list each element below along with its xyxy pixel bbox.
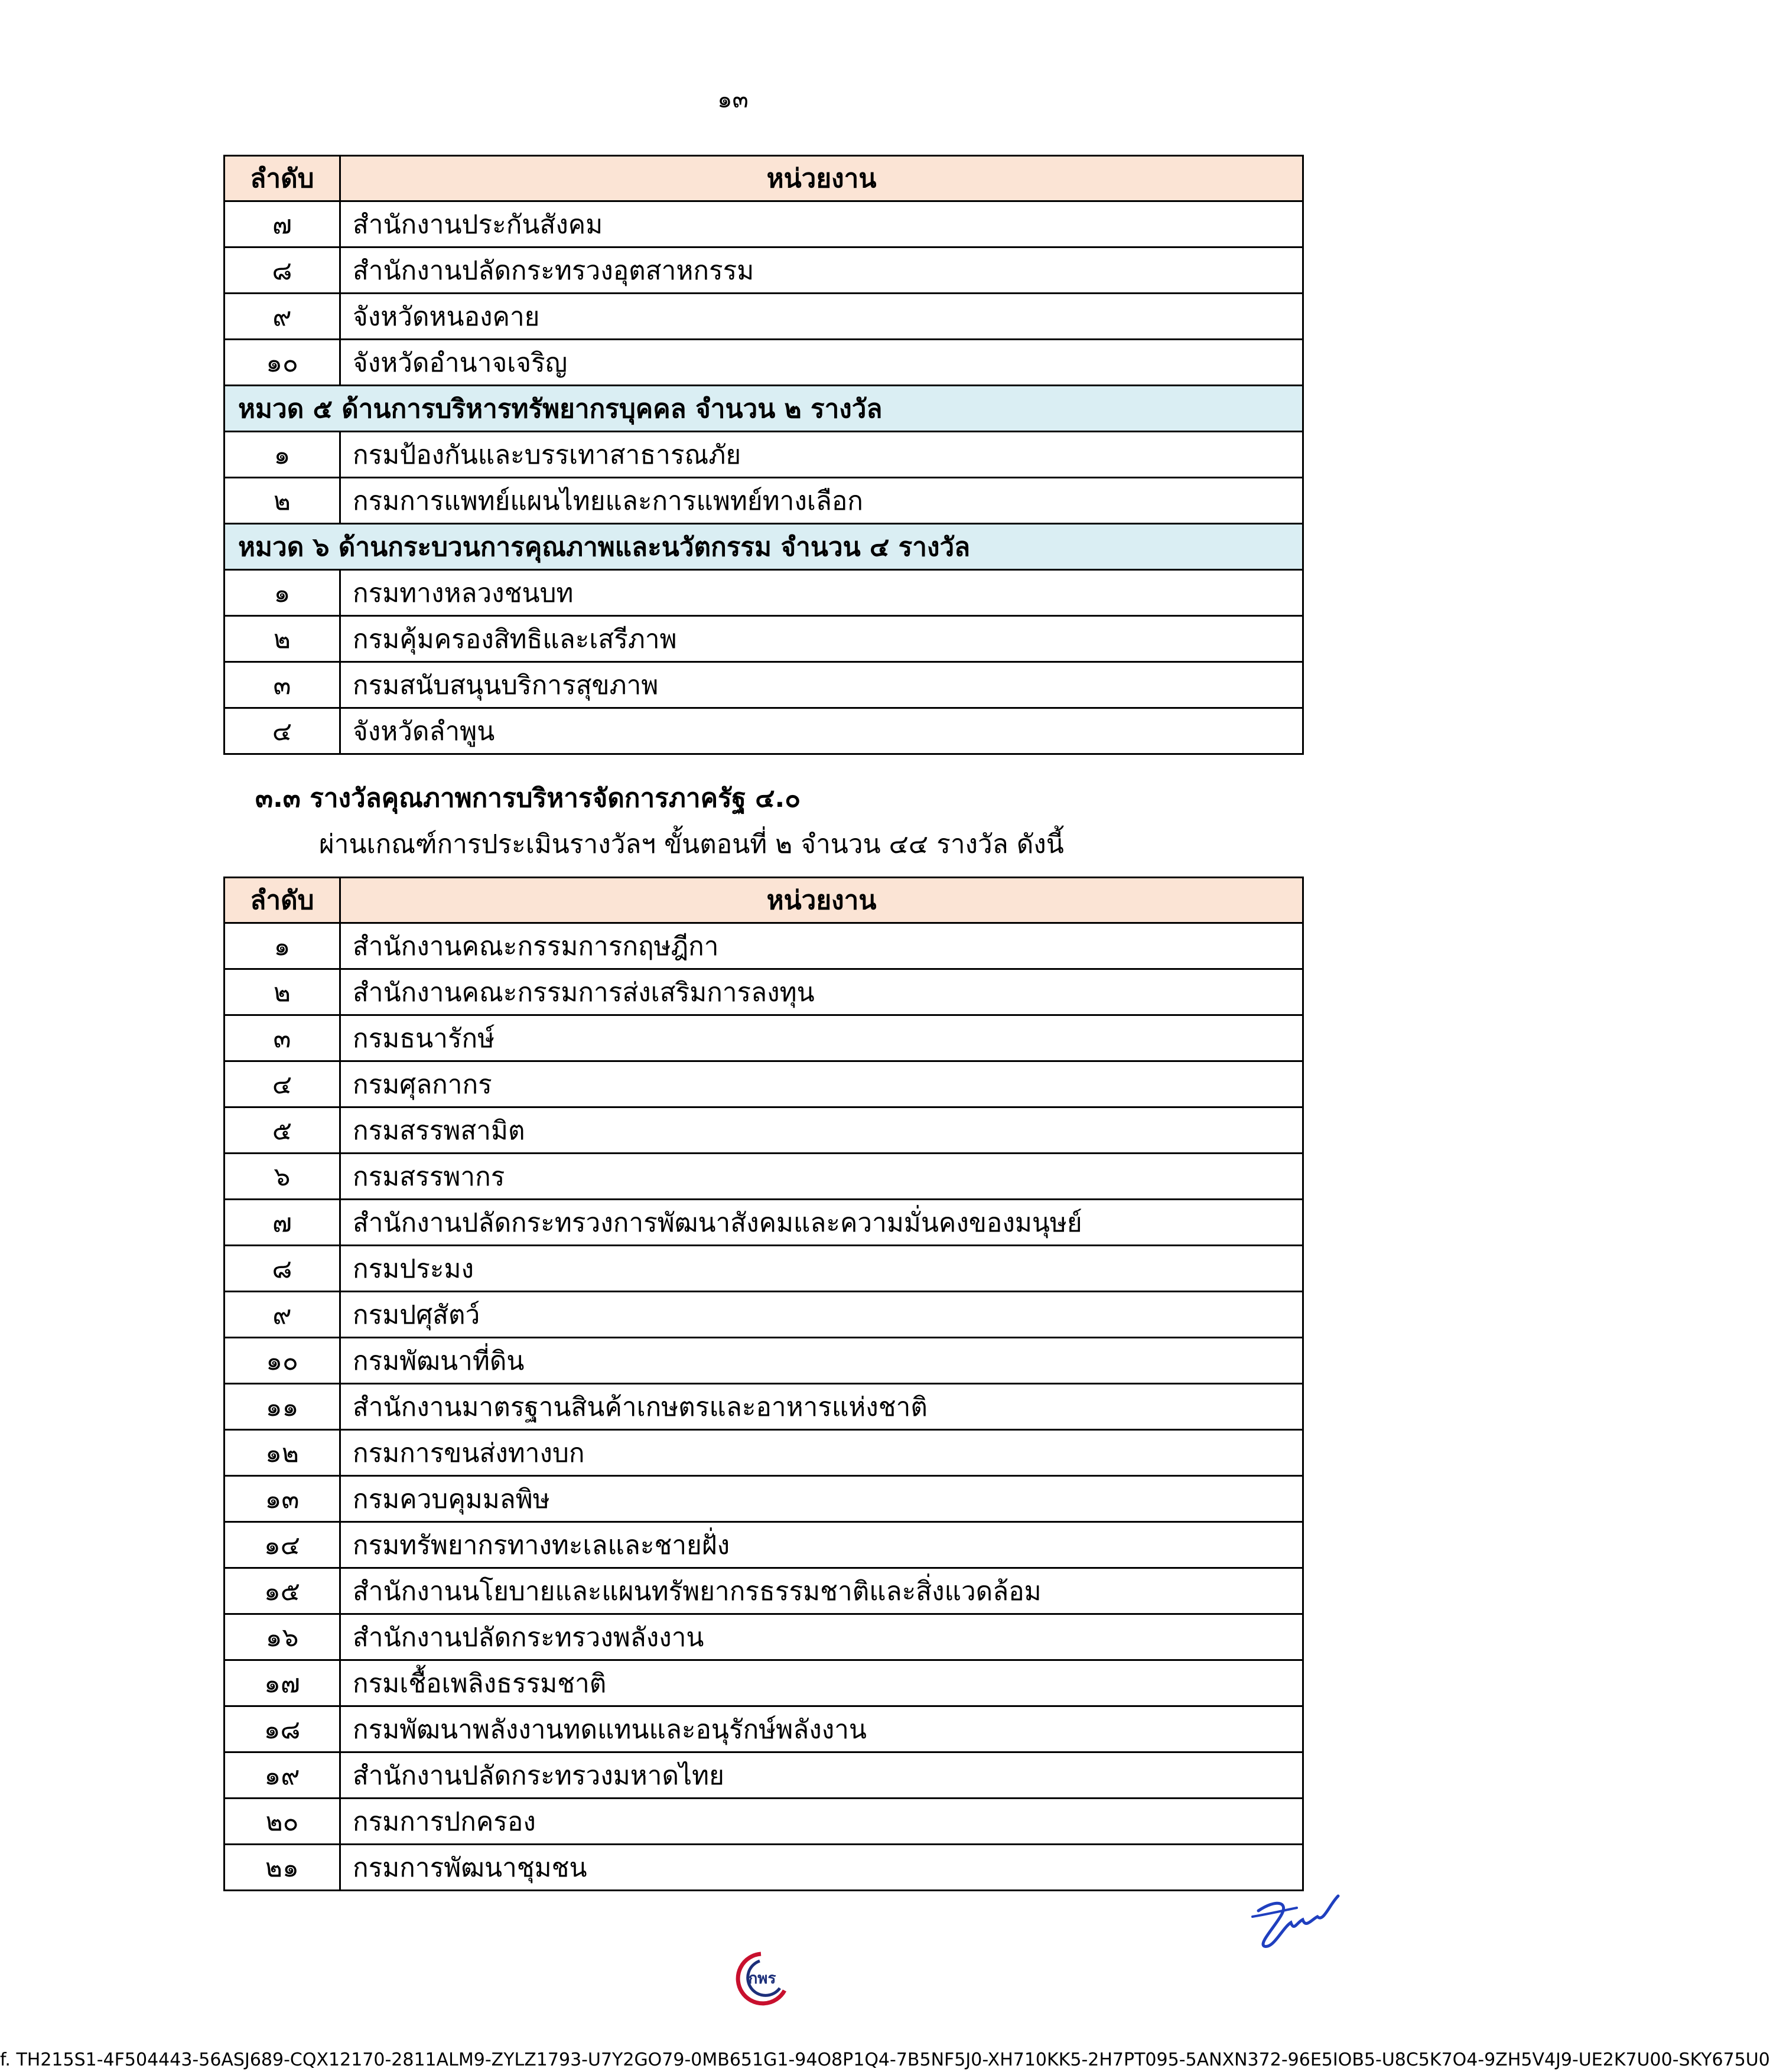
- agency-name: สำนักงานคณะกรรมการกฤษฎีกา: [340, 923, 1303, 969]
- agency-name: กรมเชื้อเพลิงธรรมชาติ: [340, 1660, 1303, 1706]
- section-title: ๓.๓ รางวัลคุณภาพการบริหารจัดการภาครัฐ ๔.๐: [255, 783, 801, 813]
- table-row: [224, 1430, 1303, 1476]
- row-number: ๑: [224, 432, 340, 478]
- page-number: ๑๓: [717, 86, 749, 113]
- table-row: [224, 708, 1303, 754]
- table-row: [224, 616, 1303, 662]
- agency-name: สำนักงานปลัดกระทรวงการพัฒนาสังคมและความมั่นคงของมนุษย์: [340, 1200, 1303, 1246]
- table-row: [224, 1660, 1303, 1706]
- row-number: ๑๐: [224, 340, 340, 386]
- table-row: [224, 570, 1303, 616]
- agency-name: กรมการปกครอง: [340, 1799, 1303, 1845]
- agency-name: กรมสนับสนุนบริการสุขภาพ: [340, 662, 1303, 708]
- row-number: ๑๒: [224, 1430, 340, 1476]
- row-number: ๑๐: [224, 1338, 340, 1384]
- agency-name: กรมธนารักษ์: [340, 1015, 1303, 1061]
- agency-name: กรมการพัฒนาชุมชน: [340, 1845, 1303, 1891]
- logo: [725, 1949, 796, 2008]
- table-row: [224, 1752, 1303, 1799]
- row-number: ๒: [224, 969, 340, 1015]
- row-number: ๖: [224, 1154, 340, 1200]
- table-row: [224, 1246, 1303, 1292]
- section-subtitle: ผ่านเกณฑ์การประเมินรางวัลฯ ขั้นตอนที่ ๒ จำนวน ๔๔ รางวัล ดังนี้: [319, 829, 1064, 859]
- table-row: [224, 201, 1303, 247]
- table-row: [224, 923, 1303, 969]
- table-row: [224, 1614, 1303, 1660]
- table-row: [224, 1200, 1303, 1246]
- table-row: [224, 1476, 1303, 1522]
- row-number: ๑๔: [224, 1522, 340, 1568]
- agency-name: กรมสรรพสามิต: [340, 1107, 1303, 1154]
- category-heading: หมวด ๕ ด้านการบริหารทรัพยากรบุคคล จำนวน ๒ รางวัล: [224, 386, 1303, 432]
- row-number: ๑๙: [224, 1752, 340, 1799]
- row-number: ๘: [224, 1246, 340, 1292]
- agency-name: กรมคุ้มครองสิทธิและเสรีภาพ: [340, 616, 1303, 662]
- agency-name: สำนักงานมาตรฐานสินค้าเกษตรและอาหารแห่งชาติ: [340, 1384, 1303, 1430]
- logo-text: กพร: [748, 1970, 776, 1988]
- table-row: [224, 1292, 1303, 1338]
- table-row: [224, 1384, 1303, 1430]
- row-number: ๔: [224, 1061, 340, 1107]
- category-heading: หมวด ๖ ด้านกระบวนการคุณภาพและนวัตกรรม จำนวน ๔ รางวัล: [224, 524, 1303, 570]
- agency-name: กรมการขนส่งทางบก: [340, 1430, 1303, 1476]
- row-number: ๓: [224, 662, 340, 708]
- row-number: ๑๑: [224, 1384, 340, 1430]
- table-row: [224, 432, 1303, 478]
- table-row: [224, 1845, 1303, 1891]
- table-row: [224, 1706, 1303, 1752]
- agency-name: สำนักงานนโยบายและแผนทรัพยากรธรรมชาติและสิ่งแวดล้อม: [340, 1568, 1303, 1614]
- category-row: [224, 386, 1303, 432]
- table-row: [224, 247, 1303, 294]
- row-number: ๘: [224, 247, 340, 294]
- agency-name: กรมศุลกากร: [340, 1061, 1303, 1107]
- row-number: ๗: [224, 201, 340, 247]
- column-header-order: ลำดับ: [224, 878, 340, 923]
- agency-name: กรมทรัพยากรทางทะเลและชายฝั่ง: [340, 1522, 1303, 1568]
- row-number: ๒๐: [224, 1799, 340, 1845]
- row-number: ๑: [224, 570, 340, 616]
- row-number: ๗: [224, 1200, 340, 1246]
- table-header-row: [224, 878, 1303, 923]
- table-row: [224, 662, 1303, 708]
- agency-name: กรมสรรพากร: [340, 1154, 1303, 1200]
- row-number: ๒: [224, 616, 340, 662]
- row-number: ๑: [224, 923, 340, 969]
- agency-name: กรมพัฒนาที่ดิน: [340, 1338, 1303, 1384]
- table-row: [224, 1522, 1303, 1568]
- agency-name: กรมป้องกันและบรรเทาสาธารณภัย: [340, 432, 1303, 478]
- table-row: [224, 1107, 1303, 1154]
- row-number: ๓: [224, 1015, 340, 1061]
- row-number: ๙: [224, 1292, 340, 1338]
- column-header-agency: หน่วยงาน: [340, 156, 1303, 201]
- column-header-agency: หน่วยงาน: [340, 878, 1303, 923]
- agency-name: กรมทางหลวงชนบท: [340, 570, 1303, 616]
- agency-name: สำนักงานปลัดกระทรวงมหาดไทย: [340, 1752, 1303, 1799]
- row-number: ๙: [224, 294, 340, 340]
- row-number: ๑๖: [224, 1614, 340, 1660]
- signature-icon: [1241, 1887, 1347, 1958]
- opdc-logo-icon: [725, 1949, 796, 2008]
- row-number: ๑๗: [224, 1660, 340, 1706]
- agency-name: กรมปศุสัตว์: [340, 1292, 1303, 1338]
- agency-name: จังหวัดหนองคาย: [340, 294, 1303, 340]
- table-row: [224, 1568, 1303, 1614]
- table-row: [224, 969, 1303, 1015]
- row-number: ๑๕: [224, 1568, 340, 1614]
- row-number: ๒๑: [224, 1845, 340, 1891]
- table-row: [224, 1061, 1303, 1107]
- agency-name: สำนักงานคณะกรรมการส่งเสริมการลงทุน: [340, 969, 1303, 1015]
- awards-table-2: [223, 877, 1304, 1891]
- row-number: ๑๓: [224, 1476, 340, 1522]
- footer-code: f. TH215S1-4F504443-56ASJ689-CQX12170-2811ALM9-ZYLZ1793-U7Y2GO79-0MB651G1-94O8P1Q4-7B5NF5J0-XH710KK5-2H7PT095-5ANXN372-96E5IOB5-U8C5K7O4-9ZH5V4J9-UE2K7U00-SKY675U0: [0, 2050, 1770, 2070]
- agency-name: กรมพัฒนาพลังงานทดแทนและอนุรักษ์พลังงาน: [340, 1706, 1303, 1752]
- agency-name: กรมควบคุมมลพิษ: [340, 1476, 1303, 1522]
- agency-name: จังหวัดลำพูน: [340, 708, 1303, 754]
- awards-table-1: [223, 155, 1304, 755]
- table-row: [224, 478, 1303, 524]
- table-row: [224, 1015, 1303, 1061]
- row-number: ๕: [224, 1107, 340, 1154]
- agency-name: สำนักงานประกันสังคม: [340, 201, 1303, 247]
- agency-name: กรมการแพทย์แผนไทยและการแพทย์ทางเลือก: [340, 478, 1303, 524]
- row-number: ๔: [224, 708, 340, 754]
- agency-name: กรมประมง: [340, 1246, 1303, 1292]
- table-row: [224, 294, 1303, 340]
- table-header-row: [224, 156, 1303, 201]
- table-row: [224, 1154, 1303, 1200]
- agency-name: จังหวัดอำนาจเจริญ: [340, 340, 1303, 386]
- table-row: [224, 1338, 1303, 1384]
- column-header-order: ลำดับ: [224, 156, 340, 201]
- category-row: [224, 524, 1303, 570]
- row-number: ๒: [224, 478, 340, 524]
- row-number: ๑๘: [224, 1706, 340, 1752]
- table-row: [224, 1799, 1303, 1845]
- agency-name: สำนักงานปลัดกระทรวงพลังงาน: [340, 1614, 1303, 1660]
- agency-name: สำนักงานปลัดกระทรวงอุตสาหกรรม: [340, 247, 1303, 294]
- table-row: [224, 340, 1303, 386]
